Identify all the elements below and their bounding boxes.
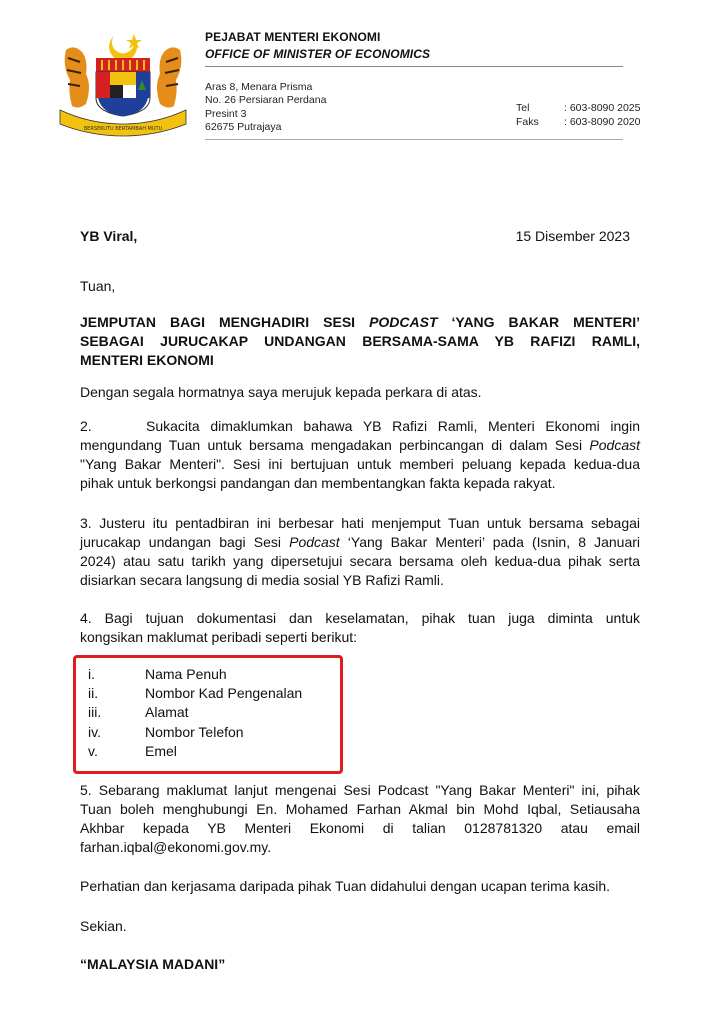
list-item: iv. Nombor Telefon <box>88 723 244 740</box>
paragraph-text: mengundang Tuan untuk bersama mengadakan perbincangan di dalam Sesi Podcast <box>80 437 640 453</box>
paragraph-5 <box>80 781 640 857</box>
letter-subject <box>80 313 640 370</box>
coat-of-arms-icon <box>58 30 188 140</box>
paragraph-text: Akhbar kepada YB Menteri Ekonomi di talian 0128781320 atau email <box>80 820 640 836</box>
paragraph-text: kongsikan maklumat peribadi seperti berikut: <box>80 629 358 645</box>
list-item: i. Nama Penuh <box>88 666 227 682</box>
paragraph-text: Sukacita dimaklumkan bahawa YB Rafizi Ramli, Menteri Ekonomi ingin <box>146 418 640 434</box>
closing-paragraph: Perhatian dan kerjasama daripada pihak Tuan didahului dengan ucapan terima kasih. <box>80 878 611 894</box>
fax-label: Faks <box>516 116 539 128</box>
tel-value: : 603-8090 2025 <box>564 102 641 114</box>
recipient: YB Viral, <box>80 228 138 244</box>
letterhead-divider-bottom <box>205 139 623 140</box>
paragraph-text: disiarkan secara langsung di media sosial YB Rafizi Ramli. <box>80 572 444 588</box>
paragraph-number: 2. <box>80 418 92 434</box>
paragraph-text: jurucakap undangan bagi Sesi Podcast ‘Yang Bakar Menteri’ pada (Isnin, 8 Januari <box>80 534 640 550</box>
paragraph-4 <box>80 609 640 647</box>
subject-line: JEMPUTAN BAGI MENGHADIRI SESI PODCAST ‘YANG BAKAR MENTERI’ <box>80 314 640 330</box>
office-name-english: OFFICE OF MINISTER OF ECONOMICS <box>205 47 431 61</box>
address-line: No. 26 Persiaran Perdana <box>205 94 327 107</box>
paragraph-text: 2024) atau satu tarikh yang dipersetujui secara bersama oleh kedua-dua pihak serta <box>80 553 640 569</box>
office-contact <box>516 101 640 129</box>
svg-text:BERSEKUTU BERTAMBAH MUTU: BERSEKUTU BERTAMBAH MUTU <box>83 126 163 132</box>
subject-line: MENTERI EKONOMI <box>80 352 214 368</box>
list-item: v. Emel <box>88 742 177 759</box>
letter-date: 15 Disember 2023 <box>515 228 630 244</box>
salutation: Tuan, <box>80 278 116 294</box>
paragraph-2 <box>80 417 640 493</box>
paragraph-text: 5. Sebarang maklumat lanjut mengenai Sesi Podcast "Yang Bakar Menteri" ini, pihak <box>80 782 640 798</box>
list-item: iii. Alamat <box>88 704 189 721</box>
paragraph-3 <box>80 514 640 590</box>
fax-value: : 603-8090 2020 <box>564 116 641 128</box>
office-address <box>205 81 326 134</box>
slogan: “MALAYSIA MADANI” <box>80 956 226 972</box>
office-name-malay: PEJABAT MENTERI EKONOMI <box>205 30 381 44</box>
contact-email: farhan.iqbal@ekonomi.gov.my. <box>80 839 272 855</box>
sekian: Sekian. <box>80 918 127 934</box>
paragraph-text: "Yang Bakar Menteri". Sesi ini bertujuan untuk memberi peluang kepada kedua-dua <box>80 456 640 472</box>
address-line: 62675 Putrajaya <box>205 120 282 133</box>
personal-info-list <box>88 665 302 761</box>
opening-paragraph: Dengan segala hormatnya saya merujuk kepada perkara di atas. <box>80 384 482 400</box>
paragraph-text: pihak untuk berkongsi pandangan dan membentangkan fakta kepada rakyat. <box>80 475 556 491</box>
letterhead-divider-top <box>205 66 623 67</box>
paragraph-text: Tuan boleh menghubungi En. Mohamed Farhan Akmal bin Mohd Iqbal, Setiausaha <box>80 801 640 817</box>
address-line: Presint 3 <box>205 107 247 120</box>
subject-line: SEBAGAI JURUCAKAP UNDANGAN BERSAMA-SAMA YB RAFIZI RAMLI, <box>80 333 640 349</box>
list-item: ii. Nombor Kad Pengenalan <box>88 685 303 702</box>
tel-label: Tel <box>516 102 530 114</box>
paragraph-text: 3. Justeru itu pentadbiran ini berbesar hati menjemput Tuan untuk bersama sebagai <box>80 515 640 531</box>
paragraph-text: 4. Bagi tujuan dokumentasi dan keselamatan, pihak tuan juga diminta untuk <box>80 610 640 626</box>
address-line: Aras 8, Menara Prisma <box>205 81 313 93</box>
